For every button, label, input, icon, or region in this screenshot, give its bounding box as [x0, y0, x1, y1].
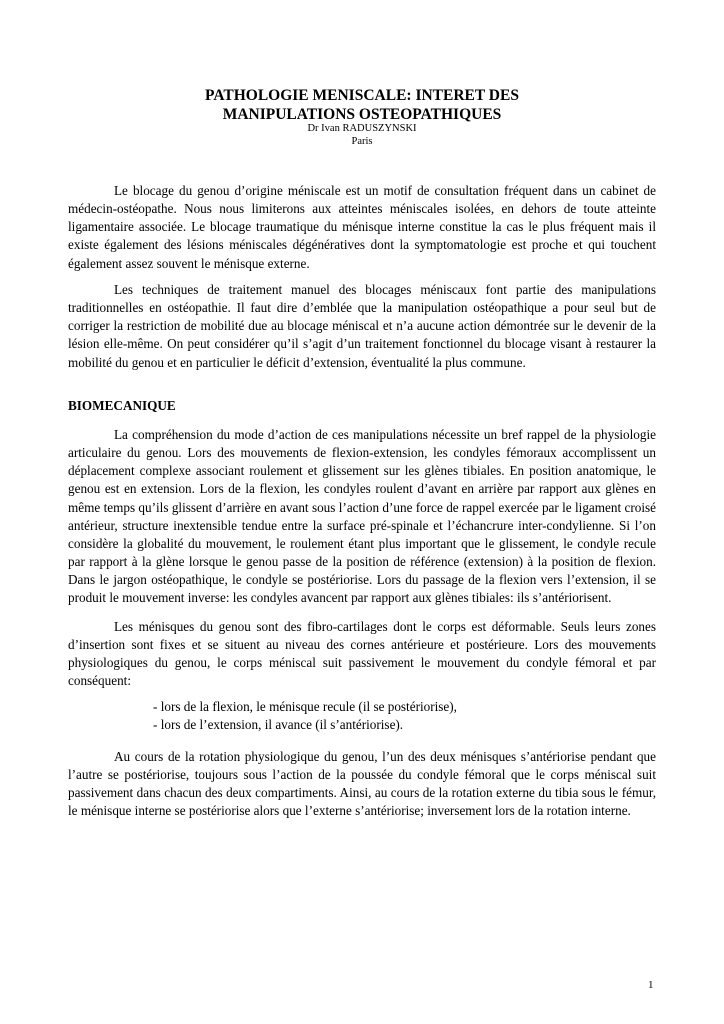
author-city: Paris	[351, 136, 373, 147]
paragraph-biomechanics-1: La compréhension du mode d’action de ces manipulations nécessite un bref rappel de la physiologie articulaire du genou. Lors des mouvements de flexion-extension, les condyles fémoraux accomplissent un déplacement complexe associant roulement et glissement sur les glènes tibiales. En position anatomique, le genou est en extension. Lors de la flexion, les condyles roulent d’avant en arrière par rapport aux glènes en même temps qu’ils glissent d’arrière en avant sous l’action d’une force de rappel exercée par le ligament croisé antérieur, structure inextensible tendue entre la surface pré-spinale et l’échancrure inter-condylienne. Si l’on considère la globalité du mouvement, le roulement étant plus important que le glissement, le condyle recule par rapport à la glène lorsque le genou passe de la position de référence (extension) à la position de flexion. Dans le jargon ostéopathique, le condyle se postériorise. Lors du passage de la flexion vers l’extension, il se produit le mouvement inverse: les condyles avancent par rapport aux glènes tibiales: ils s’antériorisent.	[68, 427, 656, 606]
section-heading-biomecanique: BIOMECANIQUE	[68, 398, 176, 413]
paragraph-intro-1: Le blocage du genou d’origine méniscale est un motif de consultation fréquent dans un cabinet de médecin-ostéopathe. Nous nous limiterons aux atteintes méniscales isolées, en dehors de toute atteinte ligamentaire associée. Le blocage traumatique du ménisque interne constitue la cas le plus fréquent mais il existe également des lésions méniscales dégénératives dont la symptomatologie est proche et qui touchent également assez souvent le ménisque externe.	[68, 183, 656, 271]
page-number: 1	[648, 979, 654, 991]
author-name: Dr Ivan RADUSZYNSKI	[307, 123, 417, 134]
title-line-1: PATHOLOGIE MENISCALE: INTERET DES	[205, 87, 519, 104]
list-item-extension: - lors de l’extension, il avance (il s’antériorise).	[153, 717, 404, 732]
title-line-2: MANIPULATIONS OSTEOPATHIQUES	[222, 106, 502, 123]
paragraph-biomechanics-3: Au cours de la rotation physiologique du genou, l’un des deux ménisques s’antériorise pendant que l’autre se postériorise, toujours sous l’action de la poussée du condyle fémoral que le corps méniscal suit passivement dans chacun des deux compartiments. Ainsi, au cours de la rotation externe du tibia sous le fémur, le ménisque interne se postériorise alors que l’externe s’antériorise; inversement lors de la rotation interne.	[68, 749, 656, 819]
paragraph-biomechanics-2: Les ménisques du genou sont des fibro-cartilages dont le corps est déformable. Seuls leurs zones d’insertion sont fixes et se situent au niveau des cornes antérieure et postérieure. Lors des mouvements physiologiques du genou, le corps méniscal suit passivement le mouvement du condyle fémoral et par conséquent:	[68, 619, 656, 689]
paragraph-intro-2: Les techniques de traitement manuel des blocages méniscaux font partie des manipulations traditionnelles en ostéopathie. Il faut dire d’emblée que la manipulation ostéopathique a pour seul but de corriger la restriction de mobilité due au blocage méniscal et n’a aucune action démontrée sur le devenir de la lésion elle-même. On peut considérer qu’il s’agit d’un traitement fonctionnel du blocage visant à restaurer la mobilité du genou et en particulier le déficit d’extension, éventualité la plus commune.	[68, 282, 656, 370]
list-item-flexion: - lors de la flexion, le ménisque recule (il se postériorise),	[153, 699, 457, 714]
